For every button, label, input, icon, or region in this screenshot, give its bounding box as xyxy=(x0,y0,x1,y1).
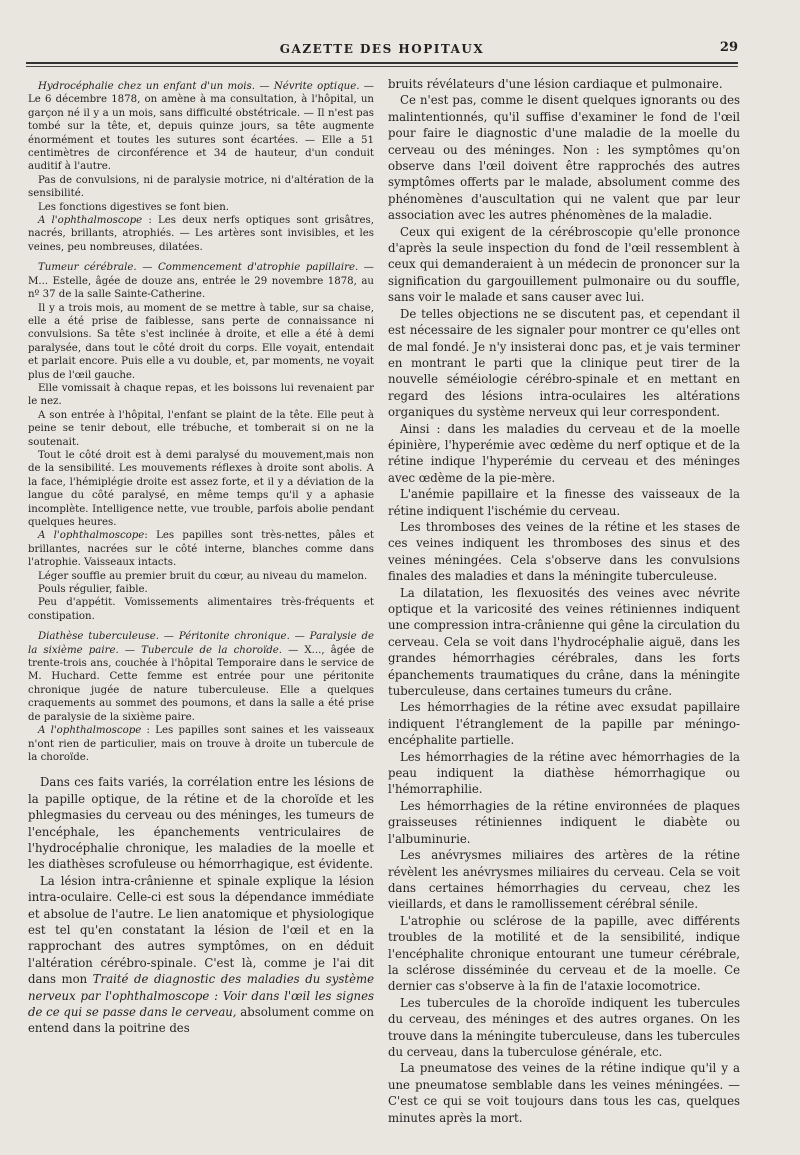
right-paragraph-2: Ce n'est pas, comme le disent quelques ignorants ou des malintentionnés, qu'il suffise d'examiner le fond de l'œil pour faire le diagnostic d'une maladie de la moelle du cerveau ou des méninges. Non : les symptômes qu'on observe dans l'œil doivent être rapprochés des autres symptômes offerts par le malade, absolument comme des phénomènes d'auscultation qui ne valent que par leur association avec les autres phénomènes de la maladie. xyxy=(388,93,740,223)
right-paragraph-4: De telles objections ne se discutent pas, et cependant il est nécessaire de les signaler pour montrer ce qu'elles ont de mal fondé. Je n'y insisterai donc pas, et je vais terminer en montrant le parti que la clinique peut tirer de la nouvelle séméiologie cérébro-spinale et en mettant en regard des lésions intra-oculaires les altérations organiques du système nerveux qui leur correspondent. xyxy=(388,306,740,420)
case1-paragraph-2: Pas de convulsions, ni de paralysie motrice, ni d'altération de la sensibilité. xyxy=(28,174,374,200)
case2-paragraph-7: Léger souffle au premier bruit du cœur, au niveau du mamelon. xyxy=(38,570,368,582)
case2-paragraph-2: Il y a trois mois, au moment de se mettre à table, sur sa chaise, elle a été prise de faiblesse, sans perte de connaissance ni convulsions. Sa tête s'est inclinée à droite, et elle a été à demi paralysée, dans tout le côté droit du corps. Elle voyait, entendait et parlait encore. Puis elle a vu double, et, par moments, ne voyait plus de l'œil gauche. xyxy=(28,302,374,381)
right-paragraph-8: La dilatation, les flexuosités des veines avec névrite optique et la varicosité des veines rétiniennes indiquent une compression intra-crânienne qui gêne la circulation du cerveau. Cela se voit dans l'hydrocéphalie aiguë, dans les grandes hémorrhagies cérébrales, dans les forts épanchements traumatiques du crâne, dans la méningite tuberculeuse, dans certaines tumeurs du crâne. xyxy=(388,585,740,699)
right-paragraph-15: La pneumatose des veines de la rétine indique qu'il y a une pneumatose semblable dans les veines méningées. — C'est ce qui se voit toujours dans tous les cas, quelques minutes après la mort. xyxy=(388,1061,740,1125)
case3-paragraph xyxy=(28,630,374,724)
right-paragraph-13: L'atrophie ou sclérose de la papille, avec différents troubles de la motilité et de la sensibilité, indique l'encéphalite chronique entourant une tumeur cérébrale, la sclérose disséminée du cerveau et de la moelle. Ce dernier cas s'observe à la fin de l'ataxie locomotrice. xyxy=(388,913,740,994)
case2-title: Tumeur cérébrale. — Commencement d'atrophie papillaire. xyxy=(38,262,359,274)
case2-oph-text: : Les papilles sont très-nettes, pâles et brillantes, nacrées sur le côté interne, blanches comme dans l'atrophie. Vaisseaux intacts. xyxy=(28,530,374,569)
right-paragraph-5: Ainsi : dans les maladies du cerveau et de la moelle épinière, l'hyperémie avec œdème du nerf optique et de la rétine indique l'hyperémie du cerveau et des méninges avec œdème de la pie-mère. xyxy=(388,421,740,485)
case3-oph-text: : Les papilles sont saines et les vaisseaux n'ont rien de particulier, mais on trouve à droite un tubercule de la choroïde. xyxy=(28,725,374,763)
case1-paragraph-3: Les fonctions digestives se font bien. xyxy=(38,201,230,213)
commentary xyxy=(28,774,374,1037)
book-title: Traité de diagnostic des maladies du système nerveux par l'ophthalmoscope : Voir dans l'œil les signes de ce qui se passe dans le cerveau, xyxy=(28,972,374,1019)
case3-text: — X..., âgée de trente-trois ans, couchée à l'hôpital Temporaire dans le service de M. Huchard. Cette femme est entrée pour une péritonite chronique jugée de nature tuberculeuse. Elle a quelques craquements au sommet des poumons, et dans la salle a été prise de paralysie de la sixième paire. xyxy=(28,644,374,723)
case2-paragraph xyxy=(28,261,374,301)
case2-paragraph-9: Peu d'appétit. Vomissements alimentaires très-fréquents et constipation. xyxy=(28,597,374,622)
case1-title: Hydrocéphalie chez un enfant d'un mois. — Névrite optique. xyxy=(38,81,360,92)
commentary-paragraph-1: Dans ces faits variés, la corrélation entre les lésions de la papille optique, de la rétine et de la choroïde et les phlegmasies du cerveau ou des méninges, les tumeurs de l'encéphale, les épanchements ventriculaires de l'hydrocéphalie chronique, les maladies de la moelle et les diathèses scrofuleuse ou hémorrhagique, est évidente. xyxy=(28,775,374,872)
case1-paragraph xyxy=(28,80,374,174)
section-gap xyxy=(28,764,374,774)
page-header xyxy=(26,36,738,56)
right-paragraph-12: Les anévrysmes miliaires des artères de la rétine révèlent les anévrysmes miliaires du cerveau. Cela se voit dans certaines hémorrhagies du cerveau, chez les vieillards, et dans le ramollissement cérébral sénile. xyxy=(388,848,740,912)
case3-ophthalmoscope xyxy=(28,724,374,764)
right-paragraph-9: Les hémorrhagies de la rétine avec exsudat papillaire indiquent l'étranglement de la papille par méningo-encéphalite partielle. xyxy=(388,700,740,748)
right-paragraph-1: bruits révélateurs d'une lésion cardiaque et pulmonaire. xyxy=(388,77,723,91)
case3-title: Diathèse tuberculeuse. — Péritonite chronique. — Paralysie de la sixième paire. — Tubercule de la choroïde. xyxy=(28,631,374,656)
header-rule-thin xyxy=(26,66,738,67)
header-rule-thick xyxy=(26,62,738,64)
case1-oph-text: : Les deux nerfs optiques sont grisâtres, nacrés, brillants, atrophiés. — Les artères sont invisibles, et les veines, peu nombreuses, dilatées. xyxy=(28,215,374,253)
right-paragraph-14: Les tubercules de la choroïde indiquent les tubercules du cerveau, des méninges et des autres organes. On les trouve dans la méningite tuberculeuse, dans les tubercules du cerveau, dans la tuberculose générale, etc. xyxy=(388,995,740,1059)
journal-title: GAZETTE DES HOPITAUX xyxy=(279,42,485,56)
case2-paragraph-4: A son entrée à l'hôpital, l'enfant se plaint de la tête. Elle peut à peine se tenir debout, elle trébuche, et tomberait si on ne la soutenait. xyxy=(28,409,374,448)
commentary-paragraph-2 xyxy=(28,873,374,1037)
right-paragraph-10: Les hémorrhagies de la rétine avec hémorrhagies de la peau indiquent la diathèse hémorrhagique ou l'hémorraphilie. xyxy=(388,749,740,797)
case2-ophthalmoscope xyxy=(28,529,374,569)
right-paragraph-7: Les thromboses des veines de la rétine et les stases de ces veines indiquent les thromboses des sinus et des veines méningées. Cela s'observe dans les convulsions finales des maladies et dans la méningite tuberculeuse. xyxy=(388,519,740,584)
case3-oph-label: A l'ophthalmoscope xyxy=(38,725,142,737)
case1-oph-label: A l'ophthalmoscope xyxy=(38,215,143,227)
case1-ophthalmoscope xyxy=(28,214,374,254)
case1-text: — Le 6 décembre 1878, on amène à ma consultation, à l'hôpital, un garçon né il y a un mois, sans difficulté obstétricale. — Il n'est pas tombé sur la tête, et, depuis quinze jours, sa tête augmente énormément et toutes les sutures sont écartées. — Elle a 51 centimètres de circonférence et 34 de hauteur, d'un conduit auditif à l'autre. xyxy=(28,81,374,173)
case2-text: — M... Estelle, âgée de douze ans, entrée le 29 novembre 1878, au nº 37 de la salle Sainte-Catherine. xyxy=(28,262,374,301)
case2-paragraph-3: Elle vomissait à chaque repas, et les boissons lui revenaient par le nez. xyxy=(28,382,374,408)
commentary-p2-start: La lésion intra-crânienne et spinale explique la lésion intra-oculaire. Celle-ci est sous la dépendance immédiate et absolue de l'autre. Le lien anatomique et physiologique est tel qu'en constatant la lésion de l'œil et en la rapprochant des autres symptômes, on en déduit l'altération cérébro-spinale. C'est là, comme je l'ai dit dans mon xyxy=(28,873,374,987)
case-reports xyxy=(28,80,374,764)
right-paragraph-11: Les hémorrhagies de la rétine environnées de plaques graisseuses rétiniennes indiquent le diabète ou l'albuminurie. xyxy=(388,798,740,846)
right-paragraph-3: Ceux qui exigent de la cérébroscopie qu'elle prononce d'après la seule inspection du fond de l'œil ressemblent à ceux qui demanderaient à un médecin de prononcer sur la signification du gargouillement pulmonaire ou du souffle, sans voir le malade et sans causer avec lui. xyxy=(388,224,740,305)
right-column xyxy=(388,76,740,1126)
left-column xyxy=(28,80,374,1037)
right-paragraph-6: L'anémie papillaire et la finesse des vaisseaux de la rétine indiquent l'ischémie du cerveau. xyxy=(388,487,740,518)
case2-paragraph-5: Tout le côté droit est à demi paralysé du mouvement,mais non de la sensibilité. Les mouvements réflexes à droite sont abolis. A la face, l'hémiplégie droite est assez forte, et il y a déviation de la langue du côté paralysé, en même temps qu'il y a aphasie incomplète. Intelligence nette, vue trouble, parfois abolie pendant quelques heures. xyxy=(28,449,374,528)
case2-paragraph-8: Pouls régulier, faible. xyxy=(38,584,148,596)
page-number: 29 xyxy=(719,40,738,55)
case2-oph-label: A l'ophthalmoscope xyxy=(38,530,145,542)
commentary-p2-end: absolument comme on entend dans la poitrine des xyxy=(28,1005,374,1036)
